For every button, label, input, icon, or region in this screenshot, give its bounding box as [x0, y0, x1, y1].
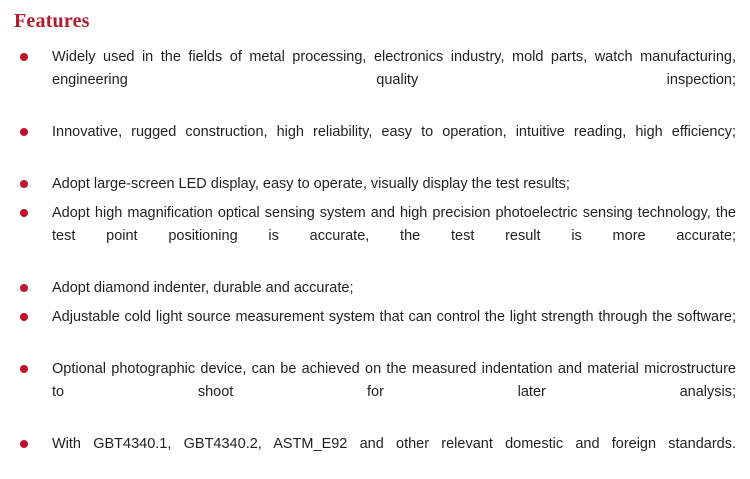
list-item-text: Adopt high magnification optical sensing system and high precision photoelectric sensing technology, the test point positioning is accurate, the test result is more accurate; [52, 205, 736, 244]
list-item [12, 46, 742, 115]
bullet-icon [20, 365, 28, 373]
bullet-icon [20, 180, 28, 188]
bullet-icon [20, 440, 28, 448]
list-item [12, 433, 742, 479]
list-item [12, 121, 742, 167]
bullet-icon [20, 284, 28, 292]
list-item [12, 173, 742, 196]
list-item-text: Optional photographic device, can be achieved on the measured indentation and material microstructure to shoot for later analysis; [52, 361, 736, 400]
list-item [12, 277, 742, 300]
list-item-text: Adopt large-screen LED display, easy to operate, visually display the test results; [52, 176, 570, 192]
list-item-text: Adjustable cold light source measurement system that can control the light strength through the software; [52, 309, 736, 325]
bullet-icon [20, 209, 28, 217]
bullet-icon [20, 53, 28, 61]
list-item [12, 306, 742, 352]
page-title: Features [14, 10, 90, 32]
list-item [12, 202, 742, 271]
list-item-text: With GBT4340.1, GBT4340.2, ASTM_E92 and other relevant domestic and foreign standards. [52, 436, 736, 452]
bullet-icon [20, 313, 28, 321]
list-item-text: Innovative, rugged construction, high reliability, easy to operation, intuitive reading, high efficiency; [52, 124, 736, 140]
list-item [12, 358, 742, 427]
features-list [12, 46, 742, 479]
list-item-text: Adopt diamond indenter, durable and accurate; [52, 280, 354, 296]
bullet-icon [20, 128, 28, 136]
list-item-text: Widely used in the fields of metal processing, electronics industry, mold parts, watch manufacturing, engineering quality inspection; [52, 49, 736, 88]
